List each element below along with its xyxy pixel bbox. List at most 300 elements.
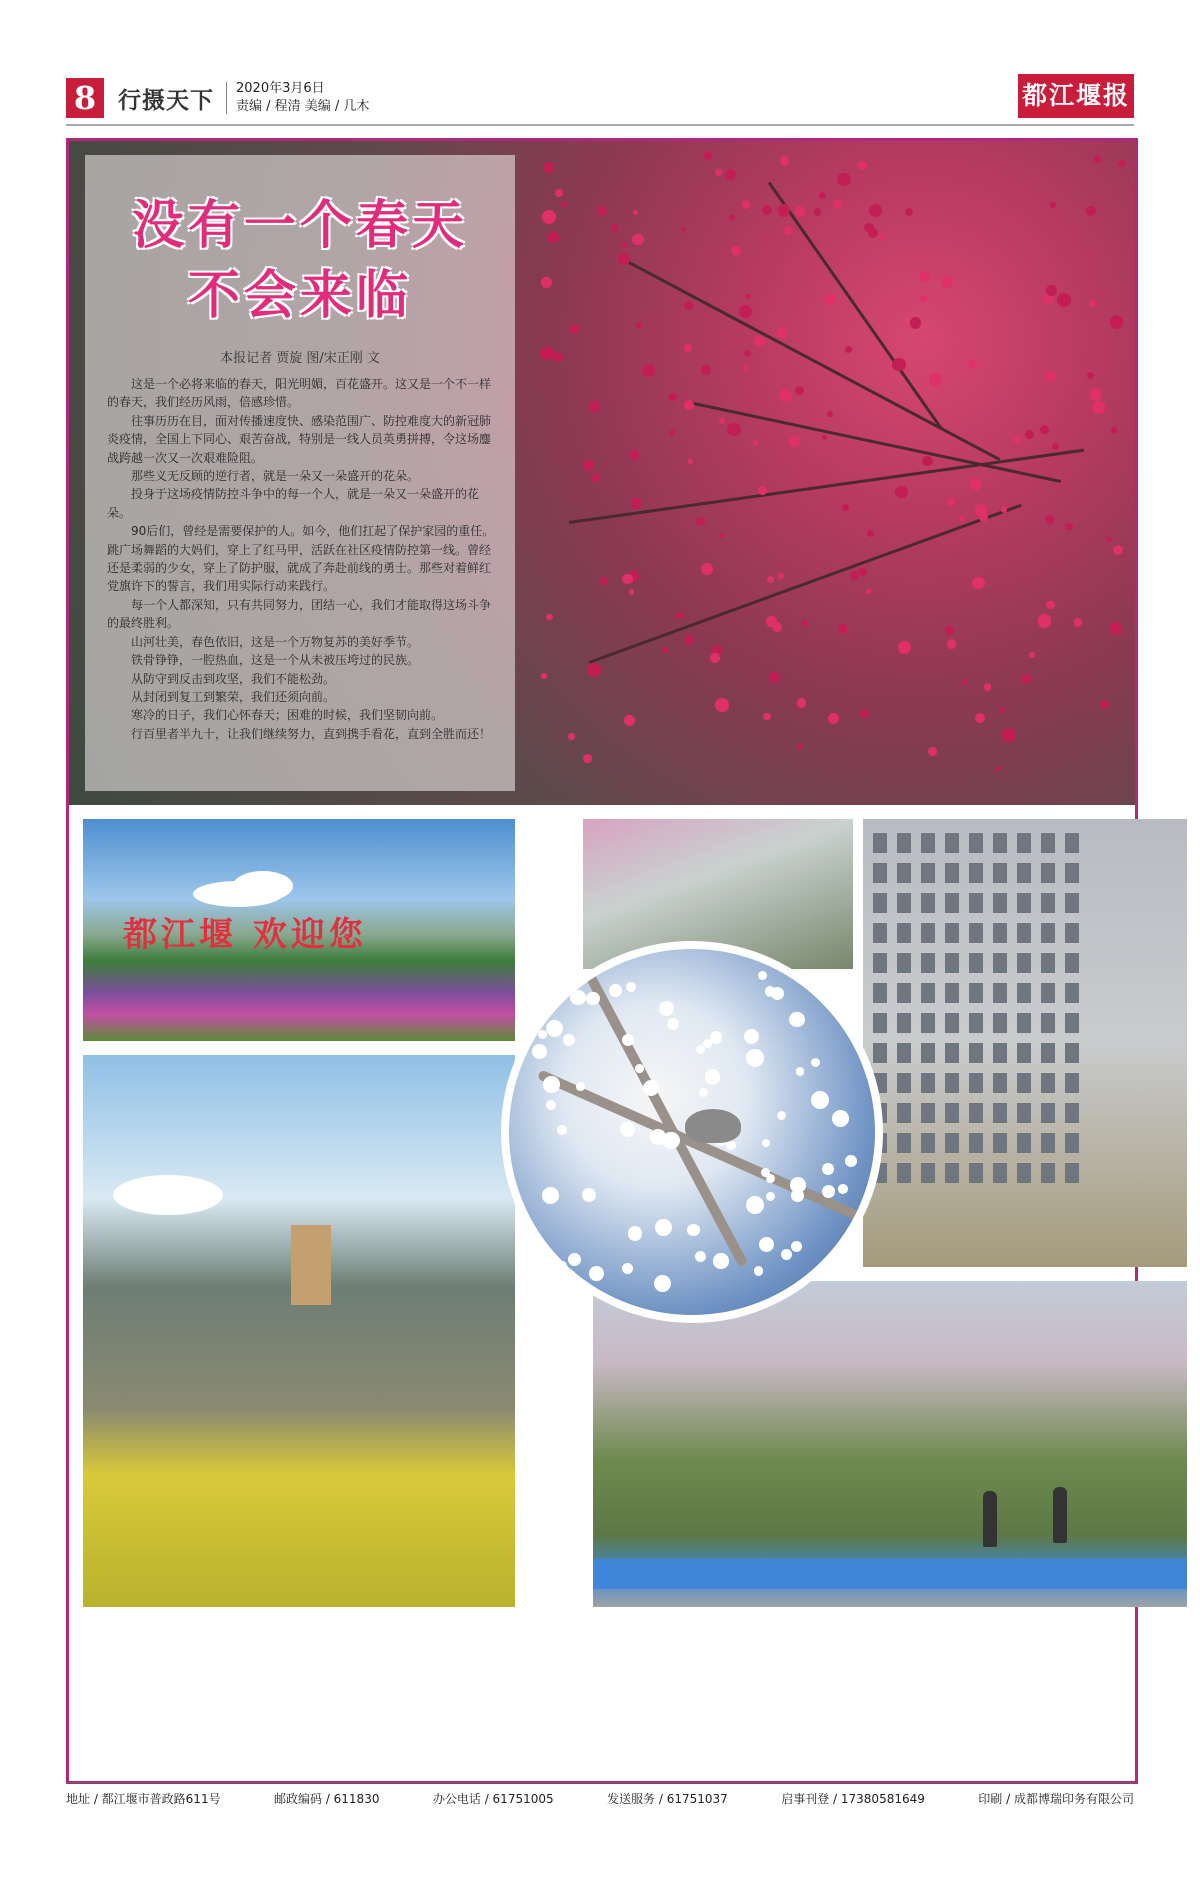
white-blossom (771, 987, 785, 1001)
white-blossom (586, 992, 600, 1006)
paragraph: 从防守到反击到攻坚，我们不能松劲。 (131, 671, 336, 686)
building-window (945, 1013, 959, 1033)
footer-notice: 启事刊登 / 17380581649 (781, 1792, 925, 1806)
blossom (892, 358, 906, 372)
white-blossom (746, 1196, 764, 1214)
paragraph: 铁骨铮铮，一腔热血，这是一个从未被压垮过的民族。 (131, 653, 420, 668)
white-blossom (759, 1237, 774, 1252)
building-window (945, 983, 959, 1003)
blossom (668, 393, 677, 402)
building-window (993, 983, 1007, 1003)
blossom (1092, 401, 1105, 414)
blossom (587, 663, 601, 677)
white-blossom (789, 1012, 804, 1027)
page-header (66, 72, 1134, 122)
blossom (715, 169, 722, 176)
blossom (758, 486, 767, 495)
paragraph: 投身于这场疫情防控斗争中的每一个人，就是一朵又一朵盛开的花朵。 (107, 487, 480, 520)
blossom (928, 747, 937, 756)
building-blossom-photo (863, 819, 1187, 1267)
blossom (1094, 155, 1101, 162)
white-blossom (558, 1261, 567, 1270)
building-window (945, 1073, 959, 1093)
white-blossom (845, 1155, 857, 1167)
white-blossom (766, 1192, 775, 1201)
building-window (969, 1013, 983, 1033)
blossom (754, 336, 765, 347)
building-window (1065, 923, 1079, 943)
blossom (701, 563, 713, 575)
white-blossom (538, 1030, 547, 1039)
white-blossom (589, 1266, 604, 1281)
white-blossom (746, 1049, 764, 1067)
blossom (553, 352, 563, 362)
blossom (1089, 300, 1096, 307)
white-blossom (794, 1287, 807, 1300)
blossom (669, 430, 675, 436)
blossom (624, 715, 635, 726)
blossom (767, 576, 774, 583)
blossom (546, 614, 552, 620)
white-blossom (699, 1088, 708, 1097)
blossom (999, 707, 1005, 713)
white-blossom (609, 984, 623, 998)
white-blossom (582, 1188, 596, 1202)
building-window (921, 1163, 935, 1183)
white-blossom (557, 1125, 566, 1134)
blossom (1045, 515, 1054, 524)
blossom (742, 200, 750, 208)
building-window (1065, 893, 1079, 913)
building-window (1017, 1103, 1031, 1123)
building-window (921, 1013, 935, 1033)
building-window (921, 923, 935, 943)
white-blossom (762, 1139, 770, 1147)
building-window (1041, 1073, 1055, 1093)
building-window (1065, 1043, 1079, 1063)
building-window (897, 1133, 911, 1153)
blossom (1106, 537, 1111, 542)
blossom (633, 210, 639, 216)
cyclist (1053, 1487, 1067, 1543)
white-blossom (635, 1064, 644, 1073)
building-window (945, 833, 959, 853)
blossom (941, 276, 953, 288)
blossom (1046, 601, 1055, 610)
blossom (996, 766, 1001, 771)
white-blossom (667, 1018, 679, 1030)
blossom (845, 346, 852, 353)
blossom (662, 647, 668, 653)
blossom (636, 322, 642, 328)
building-window (921, 1073, 935, 1093)
building-window (921, 863, 935, 883)
blossom (727, 423, 741, 437)
building-window (921, 953, 935, 973)
building-window (993, 893, 1007, 913)
white-blossom (758, 971, 767, 980)
building-window (1041, 1163, 1055, 1183)
blossom (898, 641, 911, 654)
building-window (897, 953, 911, 973)
white-blossom (703, 1039, 712, 1048)
blossom (777, 327, 787, 337)
building-window (969, 1133, 983, 1153)
blossom (979, 512, 989, 522)
building-window (1041, 983, 1055, 1003)
article-title-line1: 没有一个春天 (131, 195, 468, 256)
building-window (1065, 1073, 1079, 1093)
building-window (969, 1043, 983, 1063)
footer-printer: 印刷 / 成都博瑞印务有限公司 (978, 1792, 1134, 1806)
building-window (1065, 1133, 1079, 1153)
paragraph: 山河壮美，春色依旧，这是一个万物复苏的美好季节。 (131, 634, 420, 649)
blossom (568, 733, 575, 740)
building-window (1065, 1163, 1079, 1183)
building-window (945, 953, 959, 973)
building-window (897, 893, 911, 913)
building-window (1065, 983, 1079, 1003)
building-window (945, 1103, 959, 1123)
building-window (945, 1133, 959, 1153)
white-blossom (622, 1263, 634, 1275)
building-window (945, 893, 959, 913)
blossom (837, 173, 851, 187)
blossom (715, 698, 729, 712)
footer-rule (66, 1782, 1134, 1783)
white-blossom (532, 1044, 547, 1059)
blossom (868, 228, 878, 238)
blossom (968, 360, 977, 369)
white-blossom (744, 1029, 759, 1044)
building-window (1065, 833, 1079, 853)
header-separator (226, 82, 227, 114)
paragraph: 寒冷的日子，我们心怀春天；困难的时候，我们坚韧向前。 (131, 708, 444, 723)
building-window (1041, 893, 1055, 913)
blossom (860, 709, 869, 718)
building-window (945, 863, 959, 883)
white-blossom (790, 1177, 806, 1193)
blossom (922, 456, 932, 466)
white-blossom (713, 1253, 728, 1268)
blossom (822, 435, 827, 440)
blossom (1110, 622, 1122, 634)
blossom (929, 373, 942, 386)
building-window (969, 833, 983, 853)
blossom (729, 214, 735, 220)
blossom (947, 497, 955, 505)
white-blossom (777, 1111, 786, 1120)
blossom (597, 206, 608, 217)
blossom (631, 498, 642, 509)
blossom (869, 204, 882, 217)
paragraph: 行百里者半九十，让我们继续努力，直到携手看花，直到全胜而还！ (131, 726, 492, 741)
blossom (1046, 285, 1057, 296)
building-window (1017, 833, 1031, 853)
building-window (1065, 1013, 1079, 1033)
white-blossom (570, 990, 586, 1006)
blossom (540, 347, 554, 361)
building-window (873, 923, 887, 943)
blossom (1113, 545, 1123, 555)
white-blossom (655, 1219, 672, 1236)
white-blossom (811, 1091, 829, 1109)
white-blossom (687, 1224, 700, 1237)
feature-frame (66, 138, 1138, 1784)
building-window (873, 893, 887, 913)
building-window (897, 923, 911, 943)
blossom (1086, 206, 1096, 216)
building-window (993, 1043, 1007, 1063)
building-window (1041, 1133, 1055, 1153)
building-window (993, 1013, 1007, 1033)
building-window (993, 1133, 1007, 1153)
building-window (1017, 923, 1031, 943)
blossom (569, 324, 578, 333)
blossom (591, 473, 599, 481)
welcome-sign-photo (83, 819, 515, 1041)
blossom (745, 294, 751, 300)
footer-office-phone: 办公电话 / 61751005 (432, 1792, 554, 1806)
blossom (959, 516, 965, 522)
building-window (921, 1103, 935, 1123)
blossom (1002, 728, 1016, 742)
building-window (945, 923, 959, 943)
white-blossom (535, 1006, 550, 1021)
building-window (945, 1043, 959, 1063)
white-blossom (695, 1251, 706, 1262)
blossom (685, 635, 694, 644)
branch (569, 449, 1084, 524)
branch (768, 182, 943, 429)
blossom (795, 386, 804, 395)
blossom (589, 401, 600, 412)
building-window (921, 833, 935, 853)
blossom (744, 350, 751, 357)
pagoda (291, 1225, 331, 1305)
blossom (681, 227, 686, 232)
blossom (704, 151, 713, 160)
blossom (1118, 160, 1126, 168)
blossom (778, 573, 783, 578)
blossom (731, 246, 741, 256)
blossom (684, 400, 693, 409)
building-window (969, 893, 983, 913)
blossom (795, 206, 805, 216)
blossom (1065, 523, 1073, 531)
building-window (921, 1133, 935, 1153)
building-window (1065, 953, 1079, 973)
blossom (910, 317, 921, 328)
blossom (542, 210, 556, 224)
blossom (972, 577, 985, 590)
blossom (555, 189, 563, 197)
blossom (827, 411, 833, 417)
blossom (762, 205, 772, 215)
blossom (547, 232, 558, 243)
building-window (969, 1103, 983, 1123)
building-window (993, 1163, 1007, 1183)
blossom (945, 626, 954, 635)
building-window (897, 1013, 911, 1033)
blossom (743, 366, 748, 371)
blossom (1087, 372, 1094, 379)
building-window (993, 863, 1007, 883)
paragraph: 每一个人都深知，只有共同努力，团结一心，我们才能取得这场斗争的最终胜利。 (107, 597, 492, 631)
blossom (920, 295, 927, 302)
blossom (1001, 506, 1008, 513)
building-window (897, 1043, 911, 1063)
blossom (701, 365, 711, 375)
building-window (921, 1043, 935, 1063)
blossom (789, 436, 800, 447)
blossom (629, 589, 634, 594)
page-footer (66, 1790, 1134, 1807)
blossom (1038, 614, 1051, 627)
building-window (969, 953, 983, 973)
building-window (873, 1043, 887, 1063)
building-window (969, 1073, 983, 1093)
blossom (763, 713, 771, 721)
blossom (778, 204, 790, 216)
white-blossom (628, 1226, 642, 1240)
blossom (828, 713, 839, 724)
hero-blossom-photo (69, 141, 1135, 805)
building-window (1041, 1043, 1055, 1063)
blossom (779, 389, 792, 402)
section-name: 行摄天下 (118, 88, 214, 114)
building-window (993, 833, 1007, 853)
white-blossom (626, 982, 636, 992)
paragraph: 那些义无反顾的逆行者，就是一朵又一朵盛开的花朵。 (131, 469, 420, 484)
footer-delivery: 发送服务 / 61751037 (607, 1792, 728, 1806)
blossom (543, 162, 554, 173)
blossom (1013, 436, 1021, 444)
white-blossom (838, 1184, 848, 1194)
blossom (975, 713, 985, 723)
blossom (858, 161, 867, 170)
footer-postcode: 邮政编码 / 611830 (273, 1792, 380, 1806)
white-blossom (650, 1129, 666, 1145)
blossom (858, 568, 867, 577)
blossom (797, 698, 807, 708)
article-byline: 本报记者 贾旋 图/宋正刚 文 (220, 351, 380, 366)
building-window (1041, 1103, 1055, 1123)
building-window (1017, 1013, 1031, 1033)
building-window (897, 1073, 911, 1093)
white-blossom (781, 1249, 792, 1260)
blossom (688, 459, 694, 465)
building-window (873, 863, 887, 883)
building-window (993, 1073, 1007, 1093)
blossom (1110, 315, 1124, 329)
white-blossom (563, 1034, 575, 1046)
blossom (1052, 443, 1059, 450)
blossom (838, 624, 848, 634)
blossom (622, 574, 632, 584)
blossom (622, 242, 628, 248)
blossom (684, 344, 692, 352)
blossom (1100, 700, 1109, 709)
building-window (1017, 1133, 1031, 1153)
building-window (897, 863, 911, 883)
building-window (873, 1013, 887, 1033)
blossom (541, 277, 552, 288)
branch (689, 401, 1061, 483)
editors-line: 责编 / 程清 美编 / 几木 (236, 99, 370, 114)
blossom (739, 305, 752, 318)
blossom (541, 673, 548, 680)
article-body (107, 375, 497, 743)
building-window (921, 893, 935, 913)
blossom (719, 418, 725, 424)
white-blossom (543, 1076, 560, 1093)
blossom (802, 620, 808, 626)
blossom (719, 533, 724, 538)
blossom (642, 364, 654, 376)
building-window (1041, 833, 1055, 853)
building-window (993, 1103, 1007, 1123)
blossom (970, 478, 982, 490)
branch (588, 504, 1021, 664)
building-window (897, 1103, 911, 1123)
white-blossom (822, 1163, 834, 1175)
blossom (842, 504, 849, 511)
blossom (684, 301, 692, 309)
building-window (1017, 1073, 1031, 1093)
blossom (819, 192, 826, 199)
blossom (835, 200, 843, 208)
white-blossom (546, 1020, 563, 1037)
white-blossom (841, 971, 856, 986)
blossom (879, 233, 886, 240)
building-window (969, 923, 983, 943)
building-window (873, 953, 887, 973)
blossom (905, 208, 913, 216)
header-info (236, 80, 369, 116)
pedestrian (983, 1491, 997, 1547)
building-window (1017, 893, 1031, 913)
white-blossom (726, 1141, 735, 1150)
building-window (897, 1163, 911, 1183)
paragraph: 往事历历在目，面对传播速度快、感染范围广、防控难度大的新冠肺炎疫情，全国上下同心、艰苦奋战，特别是一线人员英勇拼搏，令这场鏖战跨越一次又一次艰难险阻。 (107, 413, 492, 465)
blue-cycle-path (593, 1559, 1187, 1589)
blossom (1111, 427, 1118, 434)
street-magnolia-photo (593, 1281, 1187, 1607)
building-window (873, 833, 887, 853)
blossom (583, 754, 592, 763)
building-window (1017, 863, 1031, 883)
blossom (769, 672, 780, 683)
blossom (630, 450, 639, 459)
paragraph: 90后们，曾经是需要保护的人。如今，他们扛起了保护家园的重任。跳广场舞蹈的大妈们，穿上了红马甲，活跃在社区疫情防控第一线。曾经还是柔弱的少女，穿上了防护服，就成了奔赴前线的勇士。那些对着鲜红党旗许下的誓言，我们用实际行动来践行。 (107, 524, 495, 594)
building-window (1017, 983, 1031, 1003)
building-window (969, 1163, 983, 1183)
circular-bird-photo (501, 941, 883, 1323)
white-blossom (576, 1082, 585, 1091)
blossom (797, 744, 803, 750)
branch (628, 261, 1000, 461)
building-window (969, 983, 983, 1003)
white-blossom (568, 1253, 581, 1266)
blossom (600, 577, 608, 585)
blossom (1089, 388, 1102, 401)
building-window (1017, 1163, 1031, 1183)
building-window (1065, 1103, 1079, 1123)
paragraph: 从封闭到复工到繁荣，我们还须向前。 (131, 689, 336, 704)
building-window (945, 1163, 959, 1183)
building-window (897, 833, 911, 853)
